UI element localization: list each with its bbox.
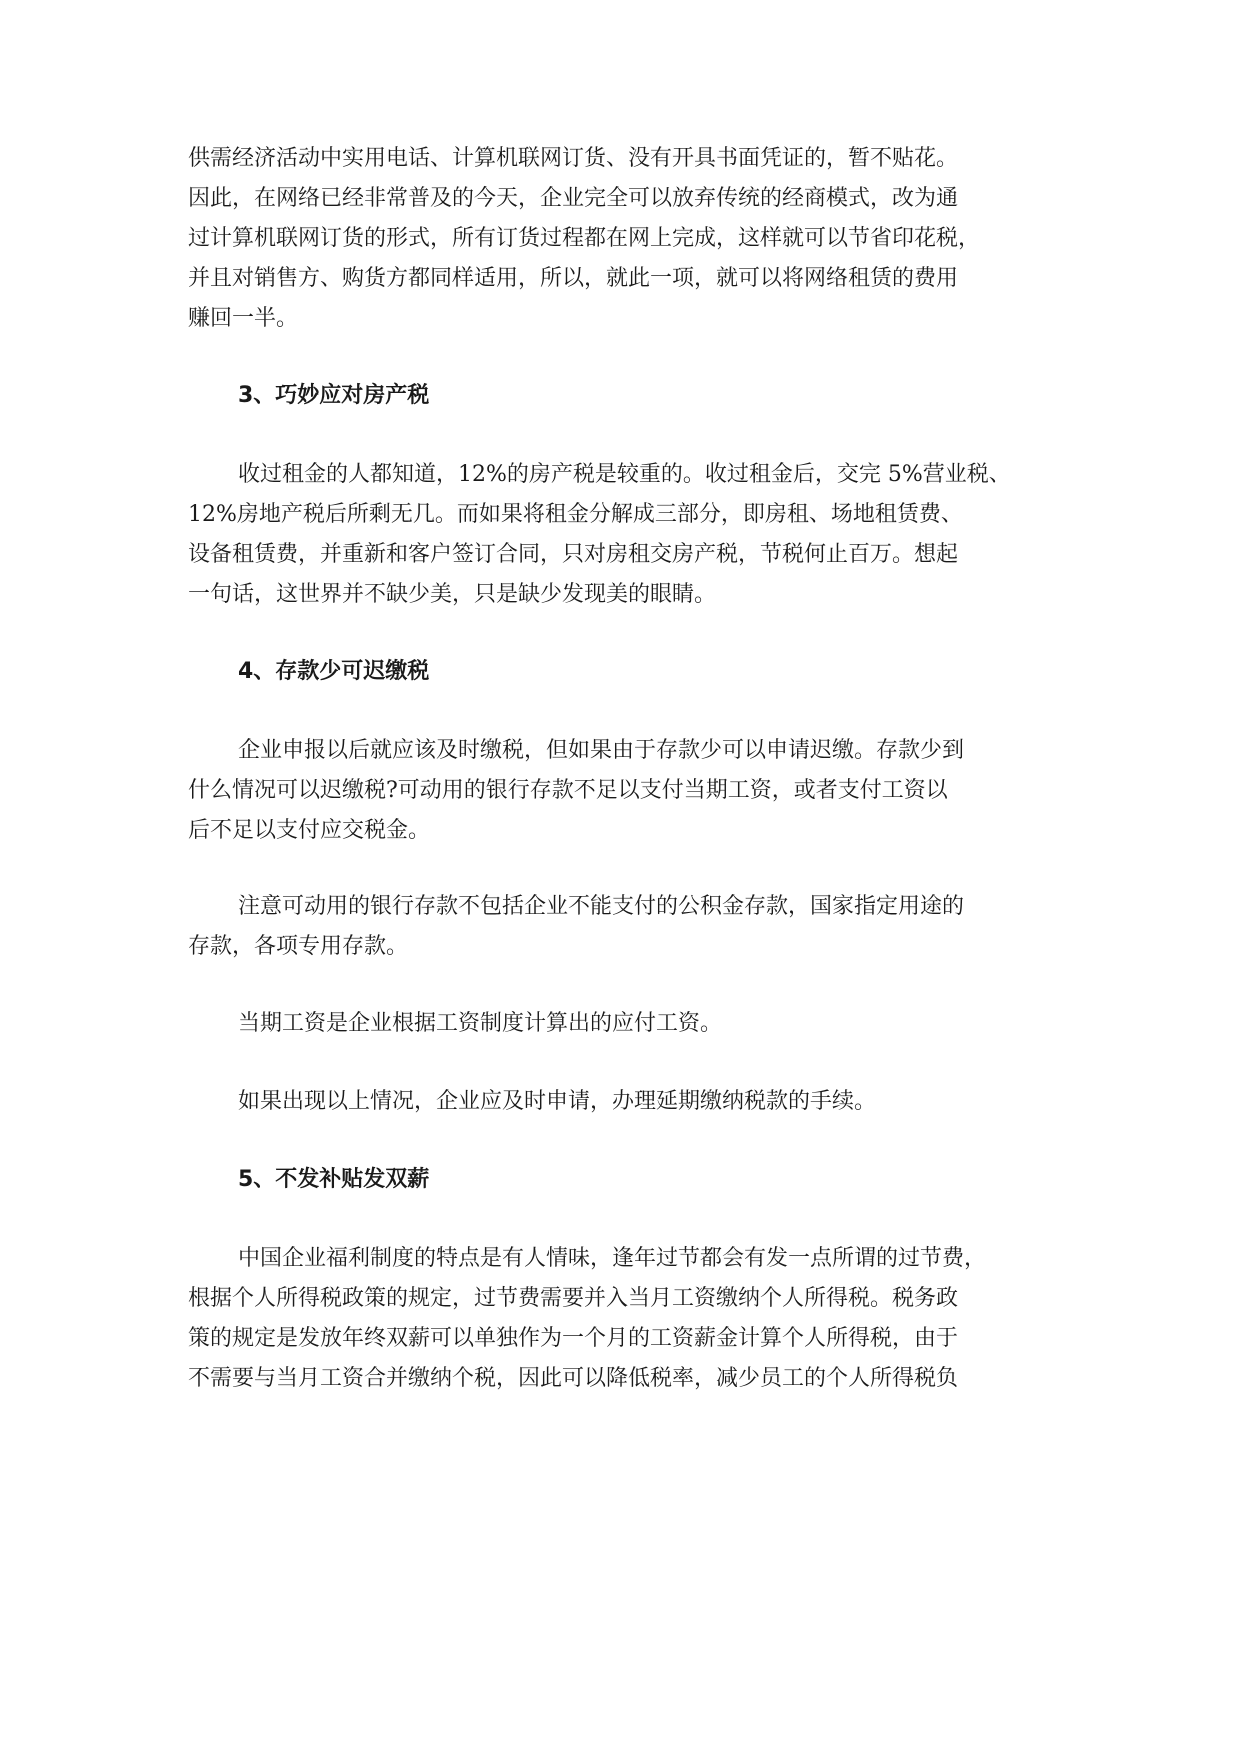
text-line: 因此，在网络已经非常普及的今天，企业完全可以放弃传统的经商模式，改为通 (188, 186, 959, 211)
text-line: 过计算机联网订货的形式，所有订货过程都在网上完成，这样就可以节省印花税， (188, 226, 981, 251)
text-line: 设备租赁费，并重新和客户签订合同，只对房租交房产税，节税何止百万。想起 (188, 542, 959, 567)
intro-paragraph (188, 139, 1068, 339)
section-3-heading: 3、巧妙应对房产税 (238, 383, 430, 408)
text-line: 不需要与当月工资合并缴纳个税，因此可以降低税率，减少员工的个人所得税负 (188, 1366, 959, 1391)
text-line: 一句话，这世界并不缺少美，只是缺少发现美的眼睛。 (188, 582, 717, 607)
text-line: 如果出现以上情况，企业应及时申请，办理延期缴纳税款的手续。 (238, 1089, 877, 1114)
section-5-heading: 5、不发补贴发双薪 (238, 1167, 430, 1192)
text-line: 存款，各项专用存款。 (188, 934, 409, 959)
text-line: 收过租金的人都知道，12%的房产税是较重的。收过租金后，交完 5%营业税、 (238, 462, 1011, 487)
text-line: 根据个人所得税政策的规定，过节费需要并入当月工资缴纳个人所得税。税务政 (188, 1286, 959, 1311)
section-5-paragraph (188, 1239, 1068, 1399)
text-line: 赚回一半。 (188, 306, 299, 331)
section-4-paragraph-2 (188, 887, 1068, 967)
text-line: 企业申报以后就应该及时缴税，但如果由于存款少可以申请迟缴。存款少到 (238, 738, 965, 763)
section-4-paragraph-3 (188, 1004, 1068, 1044)
text-line: 什么情况可以迟缴税?可动用的银行存款不足以支付当期工资，或者支付工资以 (188, 778, 948, 803)
text-line: 12%房地产税后所剩无几。而如果将租金分解成三部分，即房租、场地租赁费、 (188, 502, 963, 527)
text-line: 供需经济活动中实用电话、计算机联网订货、没有开具书面凭证的，暂不贴花。 (188, 146, 959, 171)
section-3-paragraph (188, 455, 1068, 615)
text-line: 当期工资是企业根据工资制度计算出的应付工资。 (238, 1011, 723, 1036)
text-line: 中国企业福利制度的特点是有人情味，逢年过节都会有发一点所谓的过节费， (238, 1246, 987, 1271)
text-line: 注意可动用的银行存款不包括企业不能支付的公积金存款，国家指定用途的 (238, 894, 965, 919)
section-4-heading: 4、存款少可迟缴税 (238, 659, 430, 684)
section-4-paragraph-1 (188, 731, 1068, 851)
section-4-paragraph-4 (188, 1082, 1068, 1122)
text-line: 并且对销售方、购货方都同样适用，所以，就此一项，就可以将网络租赁的费用 (188, 266, 959, 291)
text-line: 策的规定是发放年终双薪可以单独作为一个月的工资薪金计算个人所得税，由于 (188, 1326, 959, 1351)
text-line: 后不足以支付应交税金。 (188, 818, 431, 843)
